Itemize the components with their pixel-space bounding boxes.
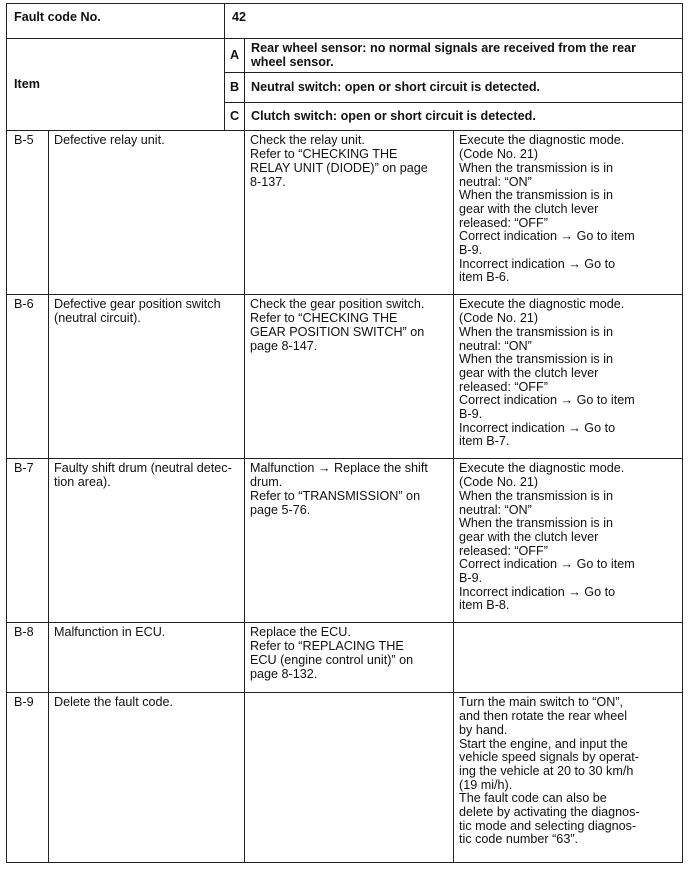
confirm-cell-line: The fault code can also be [459,791,607,806]
item-desc-a-line: Rear wheel sensor: no normal signals are received from the rear [251,41,636,55]
confirm-cell-line: item B-6. [459,270,510,285]
action-cell-line: 8-137. [250,174,286,189]
table-row [7,459,683,623]
confirm-cell-line: item B-8. [459,598,510,613]
action-cell-line: RELAY UNIT (DIODE)” on page [250,160,428,175]
confirm-cell-line: vehicle speed signals by operat- [459,750,639,765]
cause-cell-line: (neutral circuit). [54,311,141,326]
item-letter-c: C [225,103,245,131]
confirm-cell-line: Execute the diagnostic mode. [459,297,625,312]
action-cell-line: GEAR POSITION SWITCH” on [250,324,425,339]
step-code: B-8 [7,623,49,693]
confirm-cell-line: gear with the clutch lever [459,201,599,216]
item-desc-c [245,103,683,131]
action-cell-line: drum. [250,475,283,490]
action-cell-line: Refer to “CHECKING THE [250,311,398,326]
confirm-cell-line: Correct indication → Go to item [459,393,635,408]
step-code: B-6 [7,295,49,459]
confirm-cell-line: When the transmission is in [459,188,614,203]
confirm-cell-line: tic code number “63”. [459,832,579,847]
confirm-cell-line: When the transmission is in [459,488,614,503]
action-cell [245,295,454,459]
action-cell [245,131,454,295]
cause-cell-line: Defective gear position switch [54,297,221,312]
action-cell-line: page 8-147. [250,338,318,353]
confirm-cell-line: neutral: “ON” [459,338,532,353]
confirm-cell-line: Correct indication → Go to item [459,229,635,244]
action-cell-line: Refer to “TRANSMISSION” on [250,488,421,503]
item-desc-a [245,39,683,73]
item-desc-b [245,73,683,103]
cause-cell-line: Delete the fault code. [54,695,174,710]
confirm-cell-line: When the transmission is in [459,516,614,531]
action-cell-line: Refer to “CHECKING THE [250,147,398,162]
confirm-cell-line: B-9. [459,407,483,422]
confirm-cell-line: When the transmission is in [459,160,614,175]
confirm-cell-line: (Code No. 21) [459,311,539,326]
item-desc-b-line: Neutral switch: open or short circuit is detected. [251,80,541,95]
confirm-cell-line: gear with the clutch lever [459,529,599,544]
action-cell-line: ECU (engine control unit)” on [250,652,414,667]
confirm-cell-line: gear with the clutch lever [459,365,599,380]
confirm-cell [454,295,683,459]
confirm-cell-line: Incorrect indication → Go to [459,256,616,271]
confirm-cell-line: (Code No. 21) [459,147,539,162]
step-code: B-7 [7,459,49,623]
action-cell-line: Check the gear position switch. [250,297,425,312]
confirm-cell-line: neutral: “ON” [459,502,532,517]
item-desc-c-line: Clutch switch: open or short circuit is detected. [251,109,536,124]
confirm-cell-line: item B-7. [459,434,510,449]
action-cell-line: Check the relay unit. [250,133,365,148]
table-row [7,295,683,459]
confirm-cell-line: released: “OFF” [459,543,548,558]
table-row [7,693,683,863]
confirm-cell-line: Incorrect indication → Go to [459,420,616,435]
action-cell-line: Refer to “REPLACING THE [250,639,404,654]
fault-code-page [6,3,682,863]
fault-code-table [6,3,683,863]
cause-cell [49,295,245,459]
confirm-cell-line: by hand. [459,722,508,737]
confirm-cell-line: tic mode and selecting diagnos- [459,818,637,833]
confirm-cell-line: released: “OFF” [459,379,548,394]
confirm-cell-line: delete by activating the diagnos- [459,805,640,820]
confirm-cell-line: Correct indication → Go to item [459,557,635,572]
action-cell [245,459,454,623]
fault-code-label: Fault code No. [7,4,225,39]
confirm-cell-line: (19 mi/h). [459,777,513,792]
cause-cell [49,459,245,623]
procedure-rows [7,131,683,863]
confirm-cell-line: released: “OFF” [459,215,548,230]
cause-cell [49,693,245,863]
action-cell [245,623,454,693]
confirm-cell-line: When the transmission is in [459,324,614,339]
confirm-cell-line: Start the engine, and input the [459,736,628,751]
confirm-cell-line: and then rotate the rear wheel [459,709,628,724]
item-desc-a-line: wheel sensor. [251,54,334,69]
confirm-cell-line: Execute the diagnostic mode. [459,461,625,476]
confirm-cell-line: Execute the diagnostic mode. [459,133,625,148]
cause-cell [49,623,245,693]
cause-cell-line: tion area). [54,475,111,490]
confirm-cell [454,459,683,623]
confirm-cell-line: When the transmission is in [459,352,614,367]
confirm-cell-line: ing the vehicle at 20 to 30 km/h [459,763,634,778]
confirm-cell [454,693,683,863]
action-cell-line: page 8-132. [250,666,318,681]
confirm-cell-line: neutral: “ON” [459,174,532,189]
table-row [7,131,683,295]
step-code: B-5 [7,131,49,295]
confirm-cell-line: B-9. [459,243,483,258]
cause-cell-line: Faulty shift drum (neutral detec- [54,461,232,476]
action-cell-line: Malfunction → Replace the shift [250,461,428,476]
cause-cell [49,131,245,295]
table-row [7,623,683,693]
confirm-cell-line: B-9. [459,571,483,586]
item-letter-b: B [225,73,245,103]
action-cell-line: page 5-76. [250,502,311,517]
cause-cell-line: Defective relay unit. [54,133,165,148]
action-cell [245,693,454,863]
confirm-cell [454,131,683,295]
item-label: Item [7,39,225,131]
fault-code-value: 42 [225,4,683,39]
cause-cell-line: Malfunction in ECU. [54,625,166,640]
item-letter-a: A [225,39,245,73]
confirm-cell-line: (Code No. 21) [459,475,539,490]
confirm-cell-line: Incorrect indication → Go to [459,584,616,599]
confirm-cell [454,623,683,693]
confirm-cell-line: Turn the main switch to “ON”, [459,695,624,710]
action-cell-line: Replace the ECU. [250,625,351,640]
step-code: B-9 [7,693,49,863]
